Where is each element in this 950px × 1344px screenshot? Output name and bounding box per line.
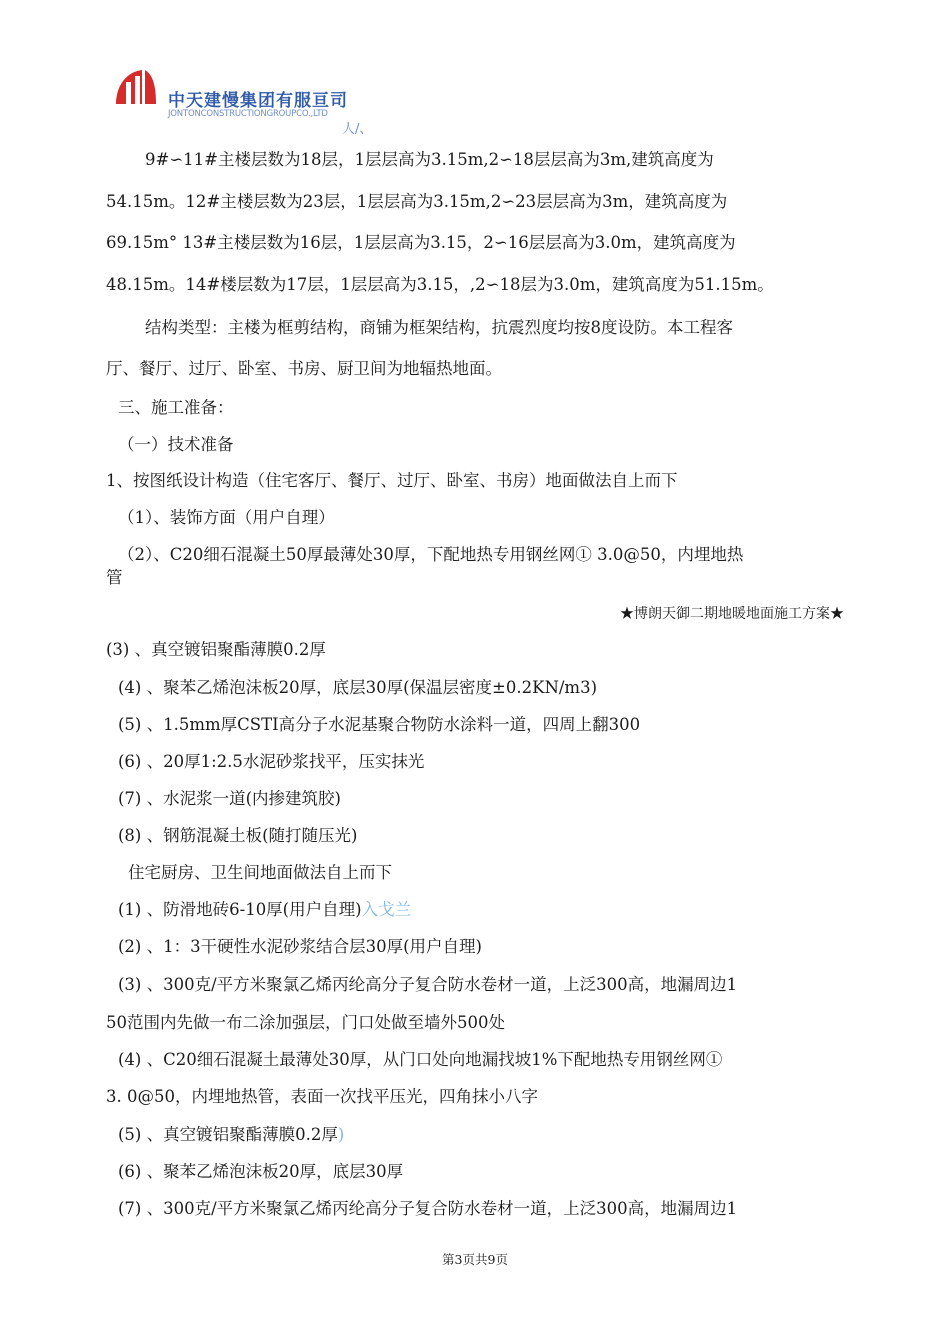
body-line: 9#∽11#主楼层数为18层，1层层高为3.15m,2∽18层层高为3m,建筑高度为: [145, 150, 714, 169]
annotation-note: ): [337, 1125, 345, 1144]
body-line: (4) 、C20细石混凝土最薄处30厚，从门口处向地漏找坡1%下配地热专用钢丝网①: [118, 1050, 723, 1069]
body-line: 管: [106, 568, 123, 587]
page-number: 第3页共9页: [442, 1252, 508, 1267]
body-line: (4) 、聚苯乙烯泡沫板20厚，底层30厚(保温层密度±0.2KN/m3): [118, 678, 598, 697]
body-line: (6) 、聚苯乙烯泡沫板20厚，底层30厚: [118, 1162, 404, 1181]
annotation-note: 入戈兰: [361, 900, 412, 919]
body-line: 1、按图纸设计构造（住宅客厅、餐厅、过厅、卧室、书房）地面做法自上而下: [106, 471, 678, 490]
body-line: (3) 、300克/平方米聚氯乙烯丙纶高分子复合防水卷材一道，上泛300高，地漏周边1: [118, 975, 738, 994]
body-line: 3. 0@50，内埋地热管，表面一次找平压光，四角抹小八字: [106, 1087, 538, 1106]
body-line: （2）、C20细石混凝土50厚最薄处30厚，下配地热专用钢丝网① 3.0@50，内埋地热: [118, 545, 744, 564]
body-line: (6) 、20厚1:2.5水泥砂浆找平，压实抹光: [118, 752, 425, 771]
body-line: (7) 、300克/平方米聚氯乙烯丙纶高分子复合防水卷材一道，上泛300高，地漏周边1: [118, 1199, 738, 1218]
body-line: [118, 1124, 344, 1146]
body-line: [118, 899, 411, 921]
running-header: ★博朗天御二期地暖地面施工方案★: [620, 606, 844, 622]
company-name-en: JONTONCONSTRUCTIONGROUPCO.,LTD: [168, 109, 328, 119]
body-line: 48.15m。14#楼层数为17层，1层层高为3.15，,2∽18层为3.0m，建筑高度为51.15m。: [106, 275, 774, 294]
body-text: (1) 、防滑地砖6-10厚(用户自理): [118, 900, 362, 919]
company-logo-icon: [112, 64, 160, 108]
body-line: 69.15m° 13#主楼层数为16层，1层层高为3.15，2∽16层层高为3.0m，建筑高度为: [106, 233, 736, 252]
body-line: 结构类型：主楼为框剪结构，商铺为框架结构，抗震烈度均按8度设防。本工程客: [145, 318, 733, 337]
body-line: 54.15m。12#主楼层数为23层，1层层高为3.15m,2∽23层层高为3m，建筑高度为: [106, 192, 728, 211]
body-line: (3) 、真空镀铝聚酯薄膜0.2厚: [106, 640, 326, 659]
body-line: (8) 、钢筋混凝土板(随打随压光): [118, 826, 358, 845]
body-text: (5) 、真空镀铝聚酯薄膜0.2厚: [118, 1125, 338, 1144]
subsection-heading: （一）技术准备: [118, 435, 234, 454]
body-line: (5) 、1.5mm厚CSTI高分子水泥基聚合物防水涂料一道，四周上翻300: [118, 715, 641, 734]
header-mark: 人/、: [342, 122, 373, 137]
section-heading: 三、施工准备：: [118, 398, 234, 417]
body-line: 住宅厨房、卫生间地面做法自上而下: [128, 863, 392, 882]
company-logo: [112, 64, 373, 137]
body-line: (2) 、1：3干硬性水泥砂浆结合层30厚(用户自理): [118, 937, 482, 956]
body-line: 厅、餐厅、过厅、卧室、书房、厨卫间为地辐热地面。: [106, 359, 502, 378]
body-line: 50范围内先做一布二涂加强层，门口处做至墙外500处: [106, 1013, 505, 1032]
body-line: (7) 、水泥浆一道(内掺建筑胶): [118, 789, 341, 808]
company-name-cn: 中天建慢集团有服亘司: [168, 91, 348, 111]
body-line: （1）、装饰方面（用户自理）: [118, 508, 335, 527]
